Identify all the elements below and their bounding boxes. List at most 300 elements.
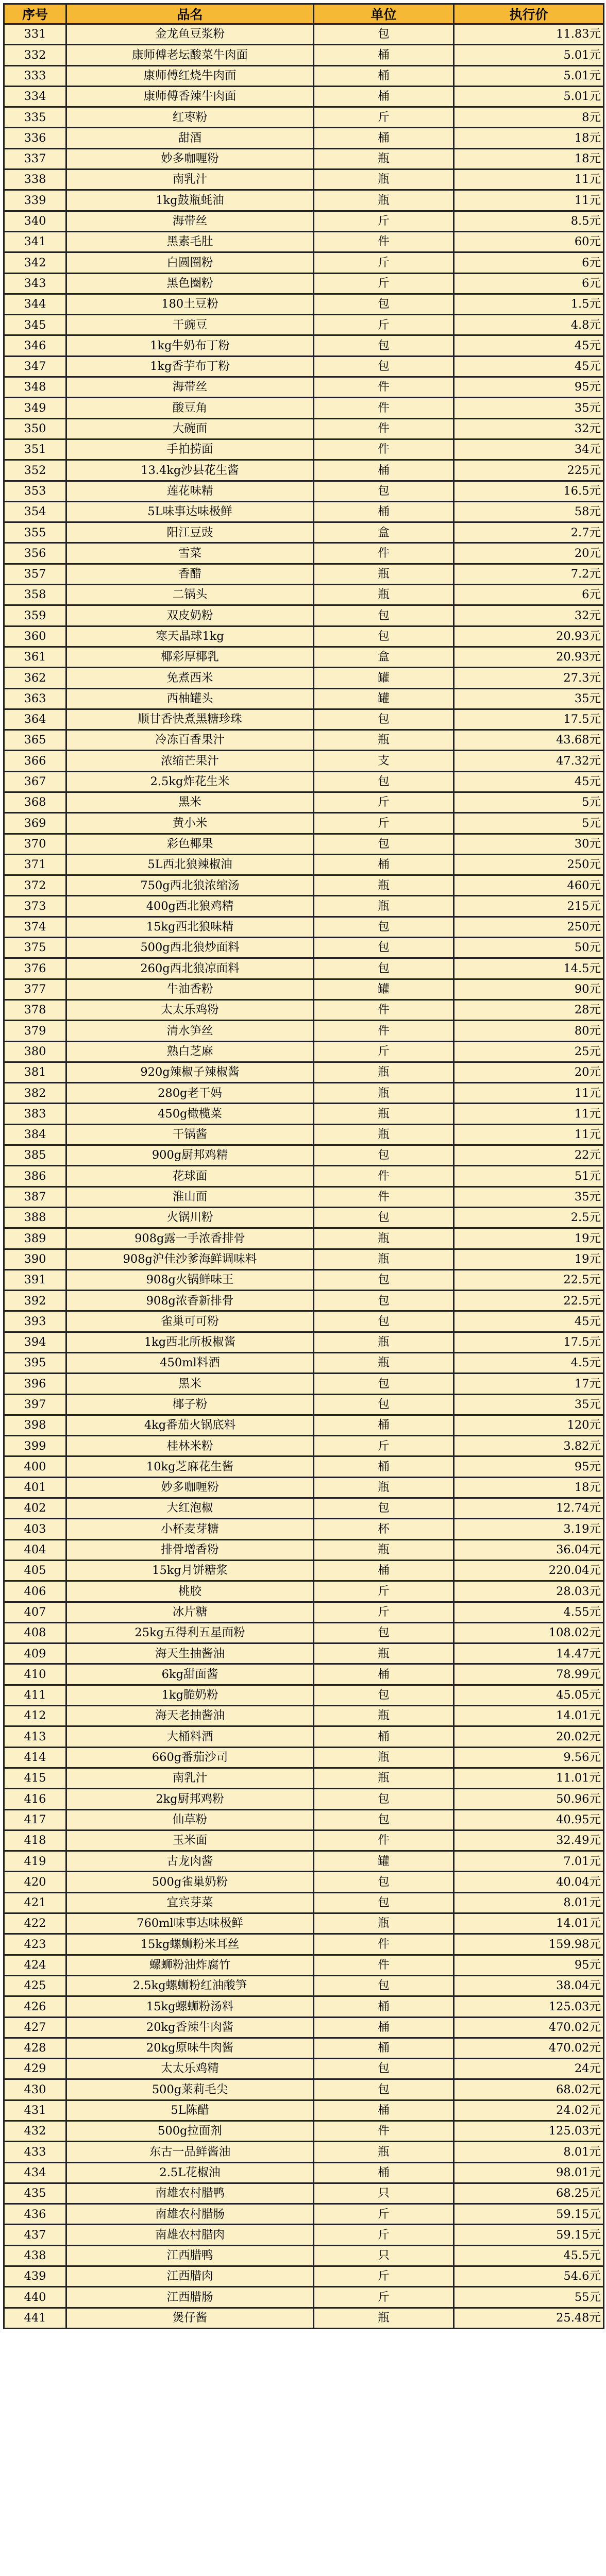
- table-row: [4, 1187, 604, 1207]
- row-seq: 355: [4, 522, 66, 543]
- table-row: [4, 2266, 604, 2287]
- table-row: [4, 1124, 604, 1145]
- row-price: 4.5元: [454, 1353, 604, 1374]
- row-unit: 瓶: [314, 1747, 454, 1768]
- row-name: 太太乐鸡精: [66, 2059, 314, 2079]
- row-price: 5.01元: [454, 65, 604, 86]
- row-name: 南雄农村腊肉: [66, 2225, 314, 2245]
- row-price: 35元: [454, 1187, 604, 1207]
- row-price: 25元: [454, 1041, 604, 1062]
- row-unit: 桶: [314, 460, 454, 481]
- row-price: 215元: [454, 896, 604, 917]
- row-seq: 343: [4, 273, 66, 294]
- row-name: 寒天晶球1kg: [66, 626, 314, 647]
- table-row: [4, 1539, 604, 1560]
- row-unit: 桶: [314, 65, 454, 86]
- row-name: 2.5kg炸花生米: [66, 771, 314, 792]
- row-name: 免煮西米: [66, 668, 314, 688]
- row-seq: 414: [4, 1747, 66, 1768]
- table-row: [4, 2204, 604, 2225]
- row-unit: 包: [314, 626, 454, 647]
- row-price: 36.04元: [454, 1539, 604, 1560]
- table-row: [4, 501, 604, 522]
- table-row: [4, 2121, 604, 2141]
- row-name: 5L陈醋: [66, 2100, 314, 2121]
- table-row: [4, 1789, 604, 1809]
- row-price: 11元: [454, 1083, 604, 1104]
- row-seq: 352: [4, 460, 66, 481]
- row-unit: 罐: [314, 979, 454, 999]
- row-name: 香醋: [66, 564, 314, 584]
- row-unit: 包: [314, 1311, 454, 1332]
- row-name: 彩色椰果: [66, 834, 314, 854]
- row-seq: 337: [4, 148, 66, 169]
- row-seq: 427: [4, 2017, 66, 2038]
- table-row: [4, 854, 604, 875]
- row-seq: 411: [4, 1685, 66, 1705]
- row-price: 20元: [454, 1062, 604, 1082]
- row-seq: 424: [4, 1955, 66, 1975]
- row-seq: 368: [4, 792, 66, 812]
- row-name: 宜宾芽菜: [66, 1892, 314, 1913]
- row-price: 11元: [454, 170, 604, 190]
- row-name: 500g莱莉毛尖: [66, 2079, 314, 2100]
- row-price: 32元: [454, 418, 604, 439]
- table-row: [4, 1747, 604, 1768]
- row-name: 冷冻百香果汁: [66, 730, 314, 751]
- row-price: 59.15元: [454, 2204, 604, 2225]
- row-unit: 包: [314, 1809, 454, 1830]
- table-row: [4, 190, 604, 211]
- table-row: [4, 1021, 604, 1041]
- row-name: 西柚罐头: [66, 688, 314, 709]
- row-name: 180土豆粉: [66, 294, 314, 314]
- row-unit: 件: [314, 1187, 454, 1207]
- row-price: 27.3元: [454, 668, 604, 688]
- row-price: 55元: [454, 2287, 604, 2308]
- table-row: [4, 896, 604, 917]
- row-price: 22元: [454, 1145, 604, 1166]
- row-price: 35元: [454, 398, 604, 418]
- row-unit: 桶: [314, 2100, 454, 2121]
- table-row: [4, 24, 604, 45]
- table-row: [4, 1851, 604, 1872]
- row-seq: 441: [4, 2308, 66, 2328]
- row-price: 20.02元: [454, 1726, 604, 1747]
- row-seq: 341: [4, 231, 66, 252]
- row-seq: 418: [4, 1830, 66, 1851]
- row-unit: 包: [314, 481, 454, 501]
- table-row: [4, 938, 604, 958]
- row-name: 螺蛳粉油炸腐竹: [66, 1955, 314, 1975]
- row-name: 20kg原味牛肉酱: [66, 2038, 314, 2058]
- table-row: [4, 1996, 604, 2017]
- row-name: 500g西北狼炒面料: [66, 938, 314, 958]
- row-name: 760ml味事达味极鲜: [66, 1913, 314, 1934]
- row-price: 125.03元: [454, 1996, 604, 2017]
- table-row: [4, 1207, 604, 1228]
- table-row: [4, 1415, 604, 1435]
- table-row: [4, 1498, 604, 1519]
- table-row: [4, 2017, 604, 2038]
- row-name: 海天老抽酱油: [66, 1706, 314, 1726]
- row-seq: 362: [4, 668, 66, 688]
- row-name: 920g辣椒子辣椒酱: [66, 1062, 314, 1082]
- row-unit: 桶: [314, 2017, 454, 2038]
- row-name: 椰子粉: [66, 1394, 314, 1415]
- table-row: [4, 1145, 604, 1166]
- row-seq: 395: [4, 1353, 66, 1374]
- table-row: [4, 45, 604, 65]
- row-seq: 404: [4, 1539, 66, 1560]
- row-unit: 只: [314, 2183, 454, 2204]
- row-unit: 件: [314, 1830, 454, 1851]
- row-name: 大红泡椒: [66, 1498, 314, 1519]
- row-seq: 432: [4, 2121, 66, 2141]
- row-unit: 斤: [314, 211, 454, 231]
- row-price: 470.02元: [454, 2038, 604, 2058]
- row-price: 95元: [454, 1955, 604, 1975]
- row-price: 34元: [454, 439, 604, 460]
- row-seq: 436: [4, 2204, 66, 2225]
- row-name: 妙多咖喱粉: [66, 148, 314, 169]
- table-row: [4, 917, 604, 937]
- table-row: [4, 1062, 604, 1082]
- row-seq: 406: [4, 1581, 66, 1602]
- row-name: 干豌豆: [66, 315, 314, 335]
- row-unit: 包: [314, 1622, 454, 1643]
- row-name: 阳江豆豉: [66, 522, 314, 543]
- row-price: 20.93元: [454, 647, 604, 667]
- row-seq: 408: [4, 1622, 66, 1643]
- row-price: 22.5元: [454, 1269, 604, 1290]
- row-name: 15kg螺蛳粉米耳丝: [66, 1934, 314, 1955]
- row-name: 海带丝: [66, 377, 314, 398]
- row-name: 桂林米粉: [66, 1436, 314, 1456]
- row-seq: 437: [4, 2225, 66, 2245]
- table-row: [4, 1456, 604, 1477]
- table-row: [4, 273, 604, 294]
- row-seq: 359: [4, 605, 66, 626]
- row-name: 2kg厨邦鸡粉: [66, 1789, 314, 1809]
- row-unit: 瓶: [314, 1353, 454, 1374]
- row-seq: 396: [4, 1374, 66, 1394]
- row-price: 45元: [454, 335, 604, 356]
- row-unit: 斤: [314, 2287, 454, 2308]
- row-unit: 桶: [314, 1726, 454, 1747]
- row-price: 22.5元: [454, 1291, 604, 1311]
- row-name: 江西腊鸭: [66, 2245, 314, 2266]
- row-price: 250元: [454, 854, 604, 875]
- row-price: 225元: [454, 460, 604, 481]
- row-name: 6kg甜面酱: [66, 1664, 314, 1685]
- row-name: 1kg脆奶粉: [66, 1685, 314, 1705]
- row-name: 莲花味精: [66, 481, 314, 501]
- row-price: 11.83元: [454, 24, 604, 45]
- table-row: [4, 668, 604, 688]
- row-unit: 桶: [314, 2038, 454, 2058]
- row-unit: 斤: [314, 792, 454, 812]
- table-row: [4, 1560, 604, 1581]
- table-row: [4, 1374, 604, 1394]
- row-name: 1kg牛奶布丁粉: [66, 335, 314, 356]
- row-unit: 包: [314, 938, 454, 958]
- row-name: 黄小米: [66, 813, 314, 834]
- row-price: 8.5元: [454, 211, 604, 231]
- row-price: 108.02元: [454, 1622, 604, 1643]
- row-seq: 351: [4, 439, 66, 460]
- row-price: 20.93元: [454, 626, 604, 647]
- row-unit: 瓶: [314, 148, 454, 169]
- row-seq: 400: [4, 1456, 66, 1477]
- header-row: [4, 4, 604, 24]
- row-unit: 件: [314, 543, 454, 564]
- row-unit: 包: [314, 1872, 454, 1892]
- table-row: [4, 751, 604, 771]
- row-price: 5元: [454, 813, 604, 834]
- row-name: 10kg芝麻花生酱: [66, 1456, 314, 1477]
- row-seq: 438: [4, 2245, 66, 2266]
- row-price: 7.01元: [454, 1851, 604, 1872]
- row-seq: 425: [4, 1975, 66, 1996]
- row-name: 黑米: [66, 792, 314, 812]
- row-unit: 瓶: [314, 730, 454, 751]
- row-seq: 373: [4, 896, 66, 917]
- row-name: 花球面: [66, 1166, 314, 1187]
- row-seq: 387: [4, 1187, 66, 1207]
- table-row: [4, 252, 604, 273]
- table-row: [4, 1311, 604, 1332]
- row-name: 海带丝: [66, 211, 314, 231]
- row-seq: 416: [4, 1789, 66, 1809]
- table-row: [4, 834, 604, 854]
- row-seq: 420: [4, 1872, 66, 1892]
- row-name: 牛油香粉: [66, 979, 314, 999]
- row-name: 排骨增香粉: [66, 1539, 314, 1560]
- row-seq: 394: [4, 1332, 66, 1352]
- row-unit: 桶: [314, 501, 454, 522]
- row-seq: 334: [4, 86, 66, 107]
- header-seq: 序号: [4, 4, 66, 24]
- row-name: 玉米面: [66, 1830, 314, 1851]
- row-unit: 瓶: [314, 190, 454, 211]
- row-seq: 407: [4, 1602, 66, 1622]
- row-name: 400g西北狼鸡精: [66, 896, 314, 917]
- row-unit: 罐: [314, 1851, 454, 1872]
- row-seq: 388: [4, 1207, 66, 1228]
- row-unit: 斤: [314, 107, 454, 128]
- row-seq: 422: [4, 1913, 66, 1934]
- row-price: 5元: [454, 792, 604, 812]
- row-name: 顺甘香快煮黑糖珍珠: [66, 709, 314, 730]
- table-row: [4, 958, 604, 979]
- row-unit: 包: [314, 1975, 454, 1996]
- row-seq: 384: [4, 1124, 66, 1145]
- table-row: [4, 1955, 604, 1975]
- row-seq: 398: [4, 1415, 66, 1435]
- row-name: 江西腊肉: [66, 2266, 314, 2287]
- row-price: 18元: [454, 1477, 604, 1498]
- row-seq: 428: [4, 2038, 66, 2058]
- row-seq: 344: [4, 294, 66, 314]
- row-unit: 桶: [314, 128, 454, 148]
- row-price: 78.99元: [454, 1664, 604, 1685]
- row-name: 清水笋丝: [66, 1021, 314, 1041]
- row-name: 酸豆角: [66, 398, 314, 418]
- row-name: 908g浓香新排骨: [66, 1291, 314, 1311]
- header-name: 品名: [66, 4, 314, 24]
- row-price: 54.6元: [454, 2266, 604, 2287]
- row-unit: 斤: [314, 813, 454, 834]
- row-price: 6元: [454, 252, 604, 273]
- row-price: 8元: [454, 107, 604, 128]
- row-seq: 381: [4, 1062, 66, 1082]
- row-seq: 356: [4, 543, 66, 564]
- row-unit: 瓶: [314, 1913, 454, 1934]
- row-price: 120元: [454, 1415, 604, 1435]
- row-price: 17元: [454, 1374, 604, 1394]
- table-row: [4, 605, 604, 626]
- row-price: 60元: [454, 231, 604, 252]
- row-seq: 431: [4, 2100, 66, 2121]
- table-row: [4, 1291, 604, 1311]
- row-name: 甜酒: [66, 128, 314, 148]
- row-seq: 435: [4, 2183, 66, 2204]
- row-price: 1.5元: [454, 294, 604, 314]
- row-seq: 389: [4, 1228, 66, 1249]
- row-price: 11元: [454, 1104, 604, 1124]
- table-row: [4, 1602, 604, 1622]
- row-seq: 335: [4, 107, 66, 128]
- row-unit: 斤: [314, 252, 454, 273]
- table-row: [4, 1353, 604, 1374]
- row-price: 90元: [454, 979, 604, 999]
- row-price: 98.01元: [454, 2162, 604, 2183]
- row-unit: 桶: [314, 1560, 454, 1581]
- row-name: 5L味事达味极鲜: [66, 501, 314, 522]
- row-seq: 369: [4, 813, 66, 834]
- row-name: 南乳汁: [66, 170, 314, 190]
- row-name: 900g厨邦鸡精: [66, 1145, 314, 1166]
- row-seq: 415: [4, 1768, 66, 1788]
- row-seq: 347: [4, 356, 66, 377]
- row-unit: 瓶: [314, 564, 454, 584]
- row-seq: 349: [4, 398, 66, 418]
- row-name: 20kg香辣牛肉酱: [66, 2017, 314, 2038]
- row-unit: 支: [314, 751, 454, 771]
- table-row: [4, 709, 604, 730]
- row-unit: 瓶: [314, 1706, 454, 1726]
- table-row: [4, 1228, 604, 1249]
- table-header: [4, 4, 604, 24]
- row-name: 25kg五得利五星面粉: [66, 1622, 314, 1643]
- header-unit: 单位: [314, 4, 454, 24]
- row-price: 95元: [454, 1456, 604, 1477]
- row-seq: 382: [4, 1083, 66, 1104]
- row-unit: 包: [314, 605, 454, 626]
- row-seq: 392: [4, 1291, 66, 1311]
- row-name: 金龙鱼豆浆粉: [66, 24, 314, 45]
- row-price: 59.15元: [454, 2225, 604, 2245]
- row-seq: 430: [4, 2079, 66, 2100]
- row-name: 黑素毛肚: [66, 231, 314, 252]
- row-seq: 353: [4, 481, 66, 501]
- table-row: [4, 128, 604, 148]
- row-price: 38.04元: [454, 1975, 604, 1996]
- row-name: 450g橄榄菜: [66, 1104, 314, 1124]
- row-seq: 421: [4, 1892, 66, 1913]
- row-name: 南乳汁: [66, 1768, 314, 1788]
- table-row: [4, 231, 604, 252]
- row-seq: 365: [4, 730, 66, 751]
- row-unit: 件: [314, 1934, 454, 1955]
- row-unit: 瓶: [314, 896, 454, 917]
- row-seq: 366: [4, 751, 66, 771]
- row-unit: 桶: [314, 45, 454, 65]
- row-seq: 439: [4, 2266, 66, 2287]
- row-name: 太太乐鸡粉: [66, 999, 314, 1020]
- row-unit: 件: [314, 999, 454, 1020]
- row-unit: 包: [314, 356, 454, 377]
- row-name: 小杯麦芽糖: [66, 1519, 314, 1539]
- row-name: 妙多咖喱粉: [66, 1477, 314, 1498]
- row-unit: 包: [314, 958, 454, 979]
- row-seq: 375: [4, 938, 66, 958]
- row-unit: 瓶: [314, 875, 454, 896]
- table-row: [4, 170, 604, 190]
- table-row: [4, 1436, 604, 1456]
- row-unit: 包: [314, 2059, 454, 2079]
- row-unit: 瓶: [314, 1539, 454, 1560]
- row-price: 125.03元: [454, 2121, 604, 2141]
- row-seq: 419: [4, 1851, 66, 1872]
- row-price: 14.01元: [454, 1706, 604, 1726]
- row-name: 908g火锅鲜味王: [66, 1269, 314, 1290]
- row-price: 25.48元: [454, 2308, 604, 2328]
- row-price: 8.01元: [454, 1892, 604, 1913]
- row-name: 260g西北狼凉面料: [66, 958, 314, 979]
- row-seq: 361: [4, 647, 66, 667]
- row-seq: 429: [4, 2059, 66, 2079]
- table-row: [4, 1685, 604, 1705]
- row-unit: 包: [314, 709, 454, 730]
- table-row: [4, 1643, 604, 1664]
- row-unit: 瓶: [314, 1477, 454, 1498]
- row-name: 火锅川粉: [66, 1207, 314, 1228]
- price-table: [3, 3, 604, 2329]
- row-price: 50.96元: [454, 1789, 604, 1809]
- row-seq: 405: [4, 1560, 66, 1581]
- row-unit: 桶: [314, 854, 454, 875]
- row-unit: 桶: [314, 1664, 454, 1685]
- row-price: 45元: [454, 771, 604, 792]
- row-name: 15kg西北狼味精: [66, 917, 314, 937]
- row-price: 5.01元: [454, 45, 604, 65]
- row-name: 908g露一手浓香排骨: [66, 1228, 314, 1249]
- row-unit: 瓶: [314, 1643, 454, 1664]
- row-seq: 364: [4, 709, 66, 730]
- row-price: 250元: [454, 917, 604, 937]
- table-row: [4, 730, 604, 751]
- row-seq: 340: [4, 211, 66, 231]
- row-unit: 件: [314, 2121, 454, 2141]
- row-unit: 瓶: [314, 1249, 454, 1269]
- row-unit: 包: [314, 1145, 454, 1166]
- table-row: [4, 439, 604, 460]
- row-seq: 338: [4, 170, 66, 190]
- table-row: [4, 1830, 604, 1851]
- row-seq: 386: [4, 1166, 66, 1187]
